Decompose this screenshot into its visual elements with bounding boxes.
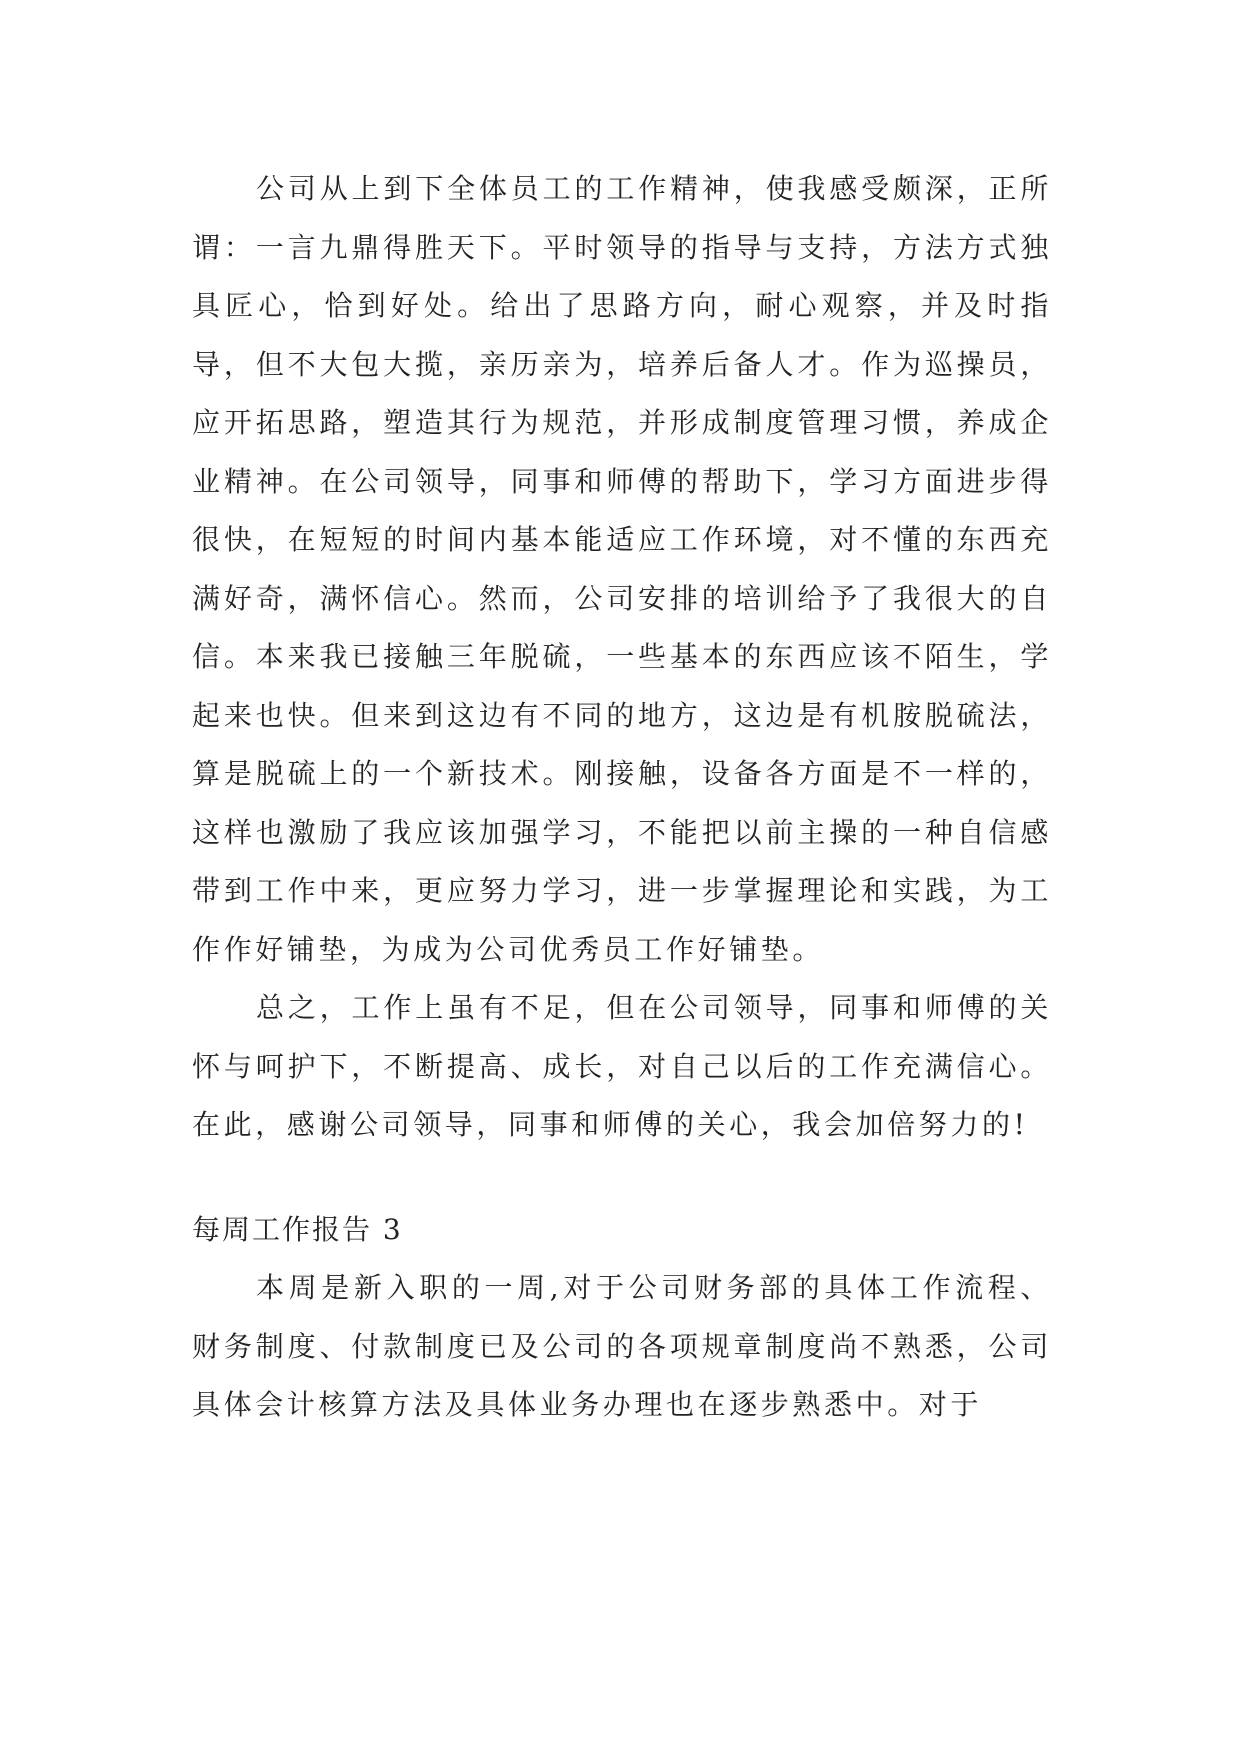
paragraph-work-spirit: 公司从上到下全体员工的工作精神，使我感受颇深，正所谓：一言九鼎得胜天下。平时领导的指导与支持，方法方式独具匠心，恰到好处。给出了思路方向，耐心观察，并及时指导，但不大包大揽，亲历亲为，培养后备人才。作为巡操员，应开拓思路，塑造其行为规范，并形成制度管理习惯，养成企业精神。在公司领导，同事和师傅的帮助下，学习方面进步得很快，在短短的时间内基本能适应工作环境，对不懂的东西充满好奇，满怀信心。然而，公司安排的培训给予了我很大的自信。本来我已接触三年脱硫，一些基本的东西应该不陌生，学起来也快。但来到这边有不同的地方，这边是有机胺脱硫法，算是脱硫上的一个新技术。刚接触，设备各方面是不一样的，这样也激励了我应该加强学习，不能把以前主操的一种自信感带到工作中来，更应努力学习，进一步掌握理论和实践，为工作作好铺垫，为成为公司优秀员工作好铺垫。 [192,172,1052,966]
paragraph-new-week: 本周是新入职的一周,对于公司财务部的具体工作流程、财务制度、付款制度已及公司的各项规章制度尚不熟悉，公司具体会计核算方法及具体业务办理也在逐步熟悉中。对于 [192,1271,1052,1421]
paragraph-summary: 总之，工作上虽有不足，但在公司领导，同事和师傅的关怀与呵护下，不断提高、成长，对自己以后的工作充满信心。在此，感谢公司领导，同事和师傅的关心，我会加倍努力的! [192,991,1052,1141]
section-heading: 每周工作报告 3 [192,1212,403,1246]
document-body [192,160,1052,1435]
